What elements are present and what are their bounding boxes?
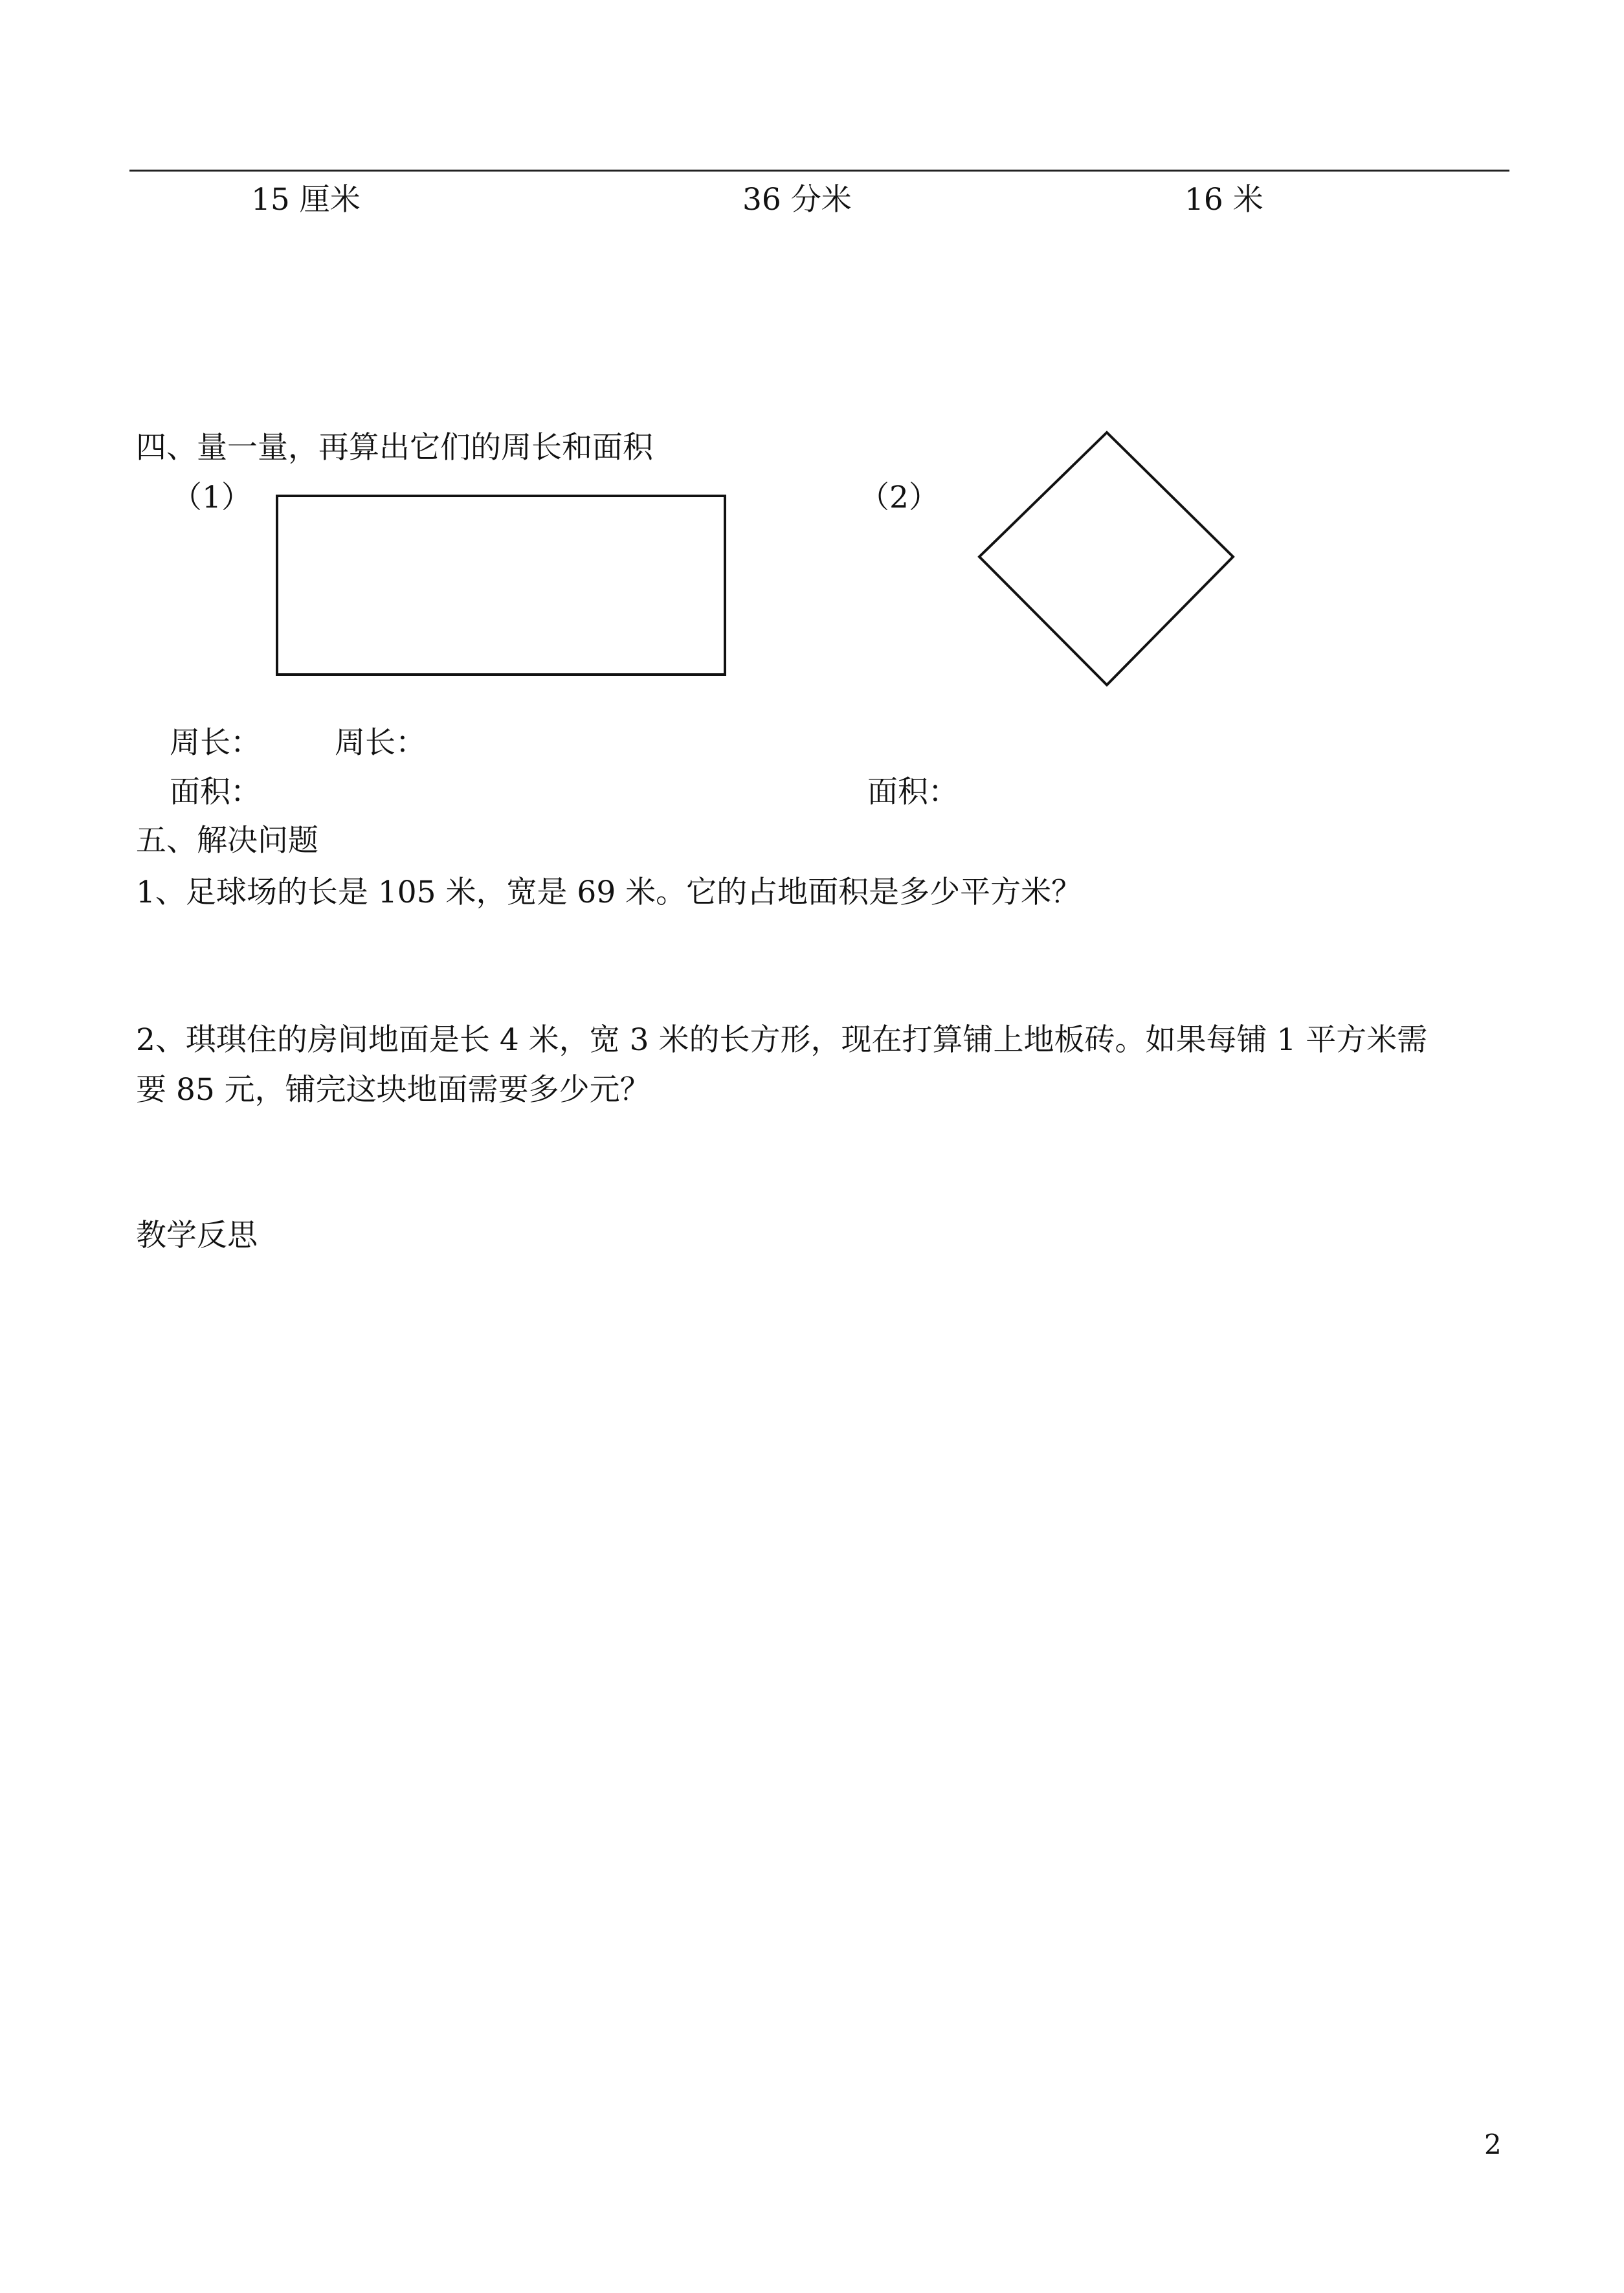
top-value-2: 36 分米 <box>742 182 852 218</box>
teaching-reflection-heading: 教学反思 <box>136 1218 258 1253</box>
area-label-2: 面积： <box>867 774 959 810</box>
section-4-title: 四、量一量，再算出它们的周长和面积 <box>136 430 653 465</box>
rectangle-figure <box>272 492 731 680</box>
page-number: 2 <box>1484 2129 1502 2160</box>
figure-2-label: （2） <box>859 480 939 515</box>
perimeter-label-2: 周长： <box>335 725 426 761</box>
top-value-3: 16 米 <box>1185 182 1263 218</box>
area-label-1: 面积： <box>170 774 261 810</box>
question-2-line-1: 2、琪琪住的房间地面是长 4 米，宽 3 米的长方形，现在打算铺上地板砖。如果每铺 1 平方米需 <box>136 1022 1428 1058</box>
figure-1-label: （1） <box>172 480 252 515</box>
section-5-title: 五、解决问题 <box>136 823 318 858</box>
perimeter-label-1: 周长： <box>170 725 261 761</box>
question-2-line-2: 要 85 元，铺完这块地面需要多少元？ <box>136 1072 651 1108</box>
question-1: 1、足球场的长是 105 米，宽是 69 米。它的占地面积是多少平方米？ <box>136 875 1082 910</box>
top-horizontal-rule <box>129 170 1509 172</box>
top-value-1: 15 厘米 <box>251 182 361 218</box>
square-rotated-figure <box>974 427 1240 693</box>
